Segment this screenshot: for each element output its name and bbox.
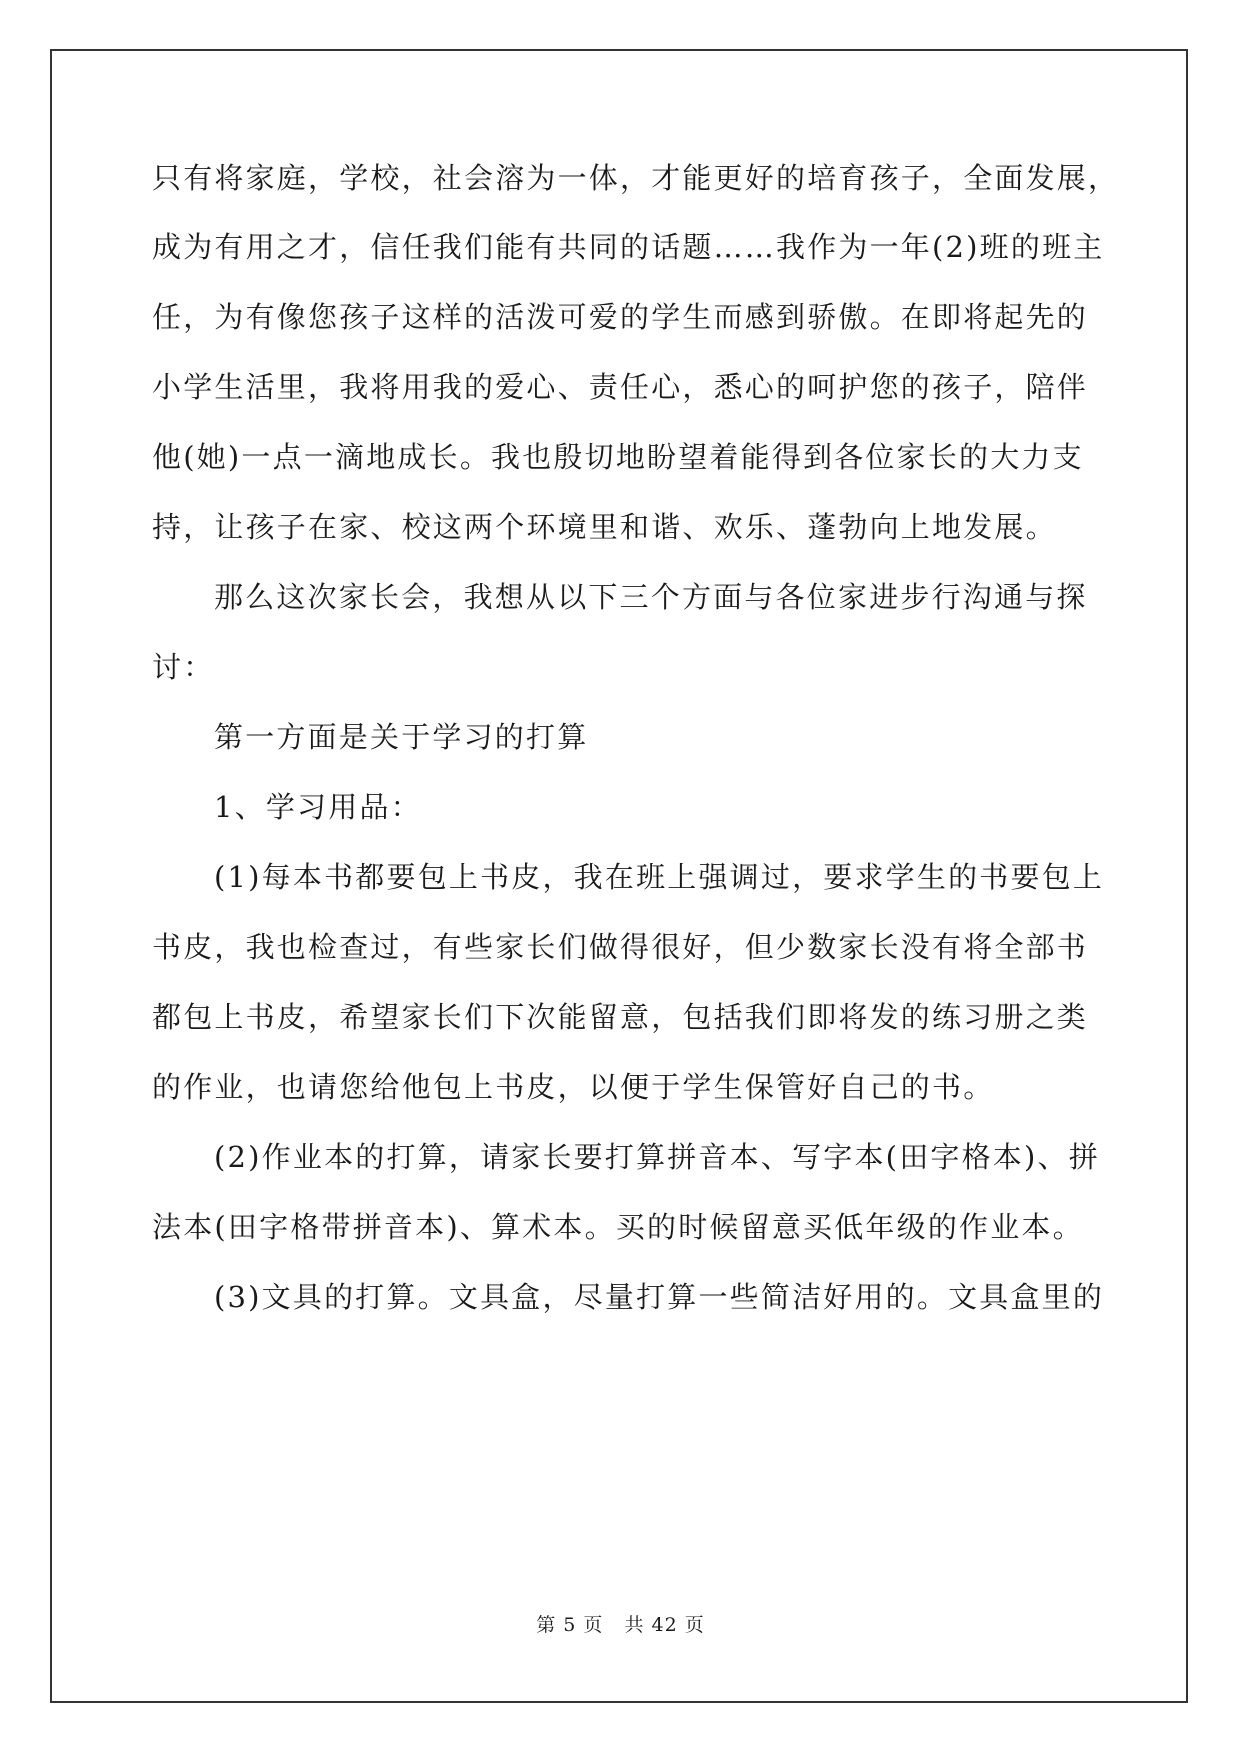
- text-line: 他(她)一点一滴地成长。我也殷切地盼望着能得到各位家长的大力支: [152, 440, 1084, 474]
- page-footer: [0, 1613, 1241, 1637]
- text-line: 讨：: [152, 650, 215, 684]
- text-line: 那么这次家长会，我想从以下三个方面与各位家进步行沟通与探: [214, 580, 1088, 614]
- text-line: 的作业，也请您给他包上书皮，以便于学生保管好自己的书。: [152, 1070, 995, 1104]
- text-line: 小学生活里，我将用我的爱心、责任心，悉心的呵护您的孩子，陪伴: [152, 370, 1089, 404]
- text-line: 都包上书皮，希望家长们下次能留意，包括我们即将发的练习册之类: [152, 1000, 1089, 1034]
- text-line: 持，让孩子在家、校这两个环境里和谐、欢乐、蓬勃向上地发展。: [152, 510, 1057, 544]
- page-total: 共 42 页: [624, 1614, 705, 1636]
- page-number: 第 5 页: [536, 1614, 604, 1636]
- section-heading: 第一方面是关于学习的打算: [214, 720, 589, 754]
- text-line: (1)每本书都要包上书皮，我在班上强调过，要求学生的书要包上: [214, 860, 1105, 894]
- text-line: 任，为有像您孩子这样的活泼可爱的学生而感到骄傲。在即将起先的: [152, 300, 1089, 334]
- text-line: (3)文具的打算。文具盒，尽量打算一些简洁好用的。文具盒里的: [214, 1280, 1105, 1314]
- list-heading: 1、学习用品：: [214, 790, 422, 824]
- text-line: 成为有用之才，信任我们能有共同的话题……我作为一年(2)班的班主: [152, 230, 1105, 264]
- text-line: 法本(田字格带拼音本)、算术本。买的时候留意买低年级的作业本。: [152, 1210, 1084, 1244]
- text-line: 只有将家庭，学校，社会溶为一体，才能更好的培育孩子，全面发展，: [152, 161, 1120, 195]
- text-line: 书皮，我也检查过，有些家长们做得很好，但少数家长没有将全部书: [152, 930, 1089, 964]
- text-line: (2)作业本的打算，请家长要打算拼音本、写字本(田字格本)、拼: [214, 1140, 1100, 1174]
